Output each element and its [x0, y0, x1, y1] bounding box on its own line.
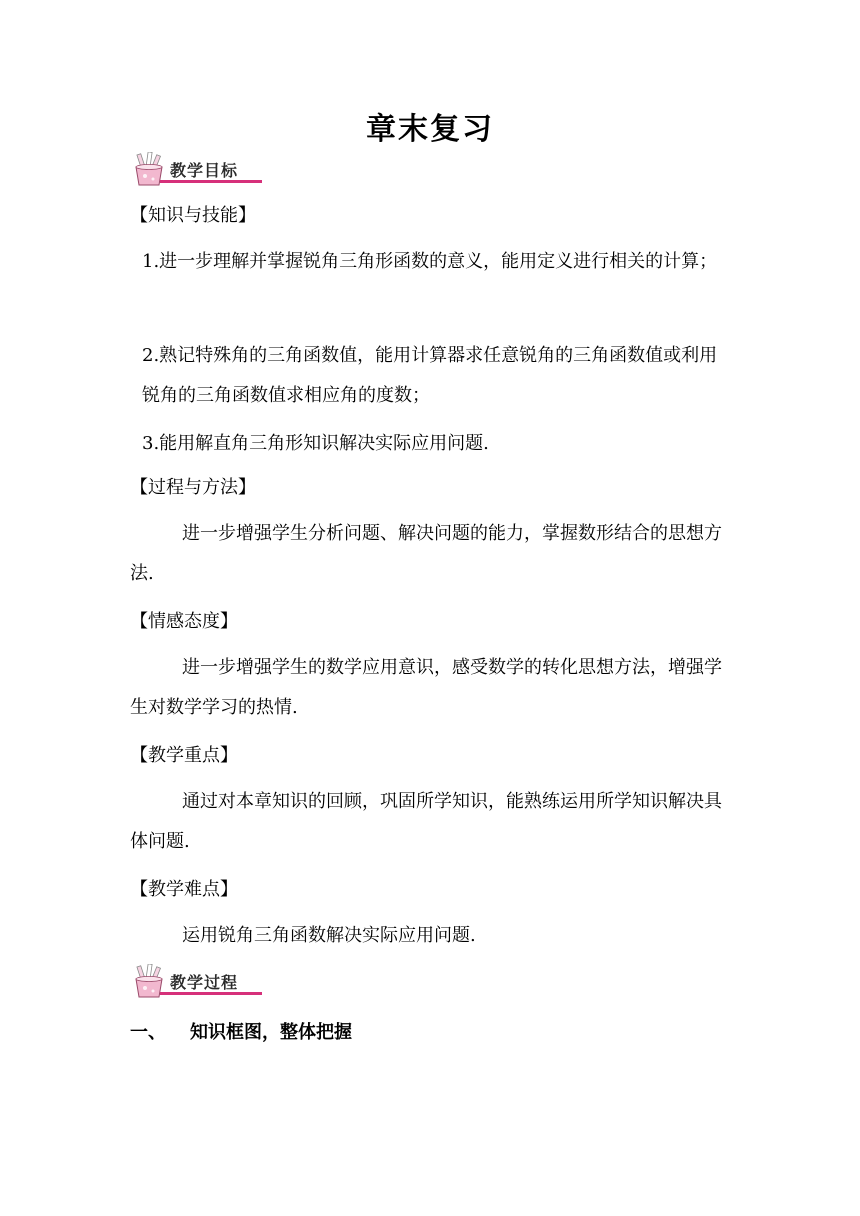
section-one-title: 知识框图，整体把握: [190, 1022, 352, 1043]
difficulty-heading: 【教学难点】: [130, 879, 238, 900]
objectives-badge-label: 教学目标: [170, 161, 239, 180]
page-title: 章末复习: [366, 112, 494, 147]
emotion-heading: 【情感态度】: [130, 611, 238, 632]
emotion-text: 进一步增强学生的数学应用意识，感受数学的转化思想方法，增强学生对数学学习的热情.: [130, 657, 722, 718]
knowledge-item-1: 1.进一步理解并掌握锐角三角形函数的意义，能用定义进行相关的计算；: [142, 251, 718, 272]
knowledge-heading: 【知识与技能】: [130, 205, 256, 226]
process-badge-label: 教学过程: [170, 973, 239, 992]
objectives-badge: [130, 152, 262, 188]
knowledge-item-2: 2.熟记特殊角的三角函数值，能用计算器求任意锐角的三角函数值或利用锐角的三角函数值求相应角的度数；: [142, 345, 718, 406]
process-text: 进一步增强学生分析问题、解决问题的能力，掌握数形结合的思想方法.: [130, 523, 722, 584]
process-heading: 【过程与方法】: [130, 477, 256, 498]
difficulty-text: 运用锐角三角函数解决实际应用问题.: [182, 925, 476, 946]
knowledge-item-3: 3.能用解直角三角形知识解决实际应用问题.: [142, 433, 489, 454]
badge-underline: [160, 180, 262, 183]
keypoint-text: 通过对本章知识的回顾，巩固所学知识，能熟练运用所学知识解决具体问题.: [130, 791, 722, 852]
keypoint-heading: 【教学重点】: [130, 745, 238, 766]
process-badge: [130, 964, 262, 1000]
section-one-heading: [130, 1018, 352, 1044]
section-one-number: 一、: [130, 1022, 166, 1043]
badge-underline: [160, 992, 262, 995]
